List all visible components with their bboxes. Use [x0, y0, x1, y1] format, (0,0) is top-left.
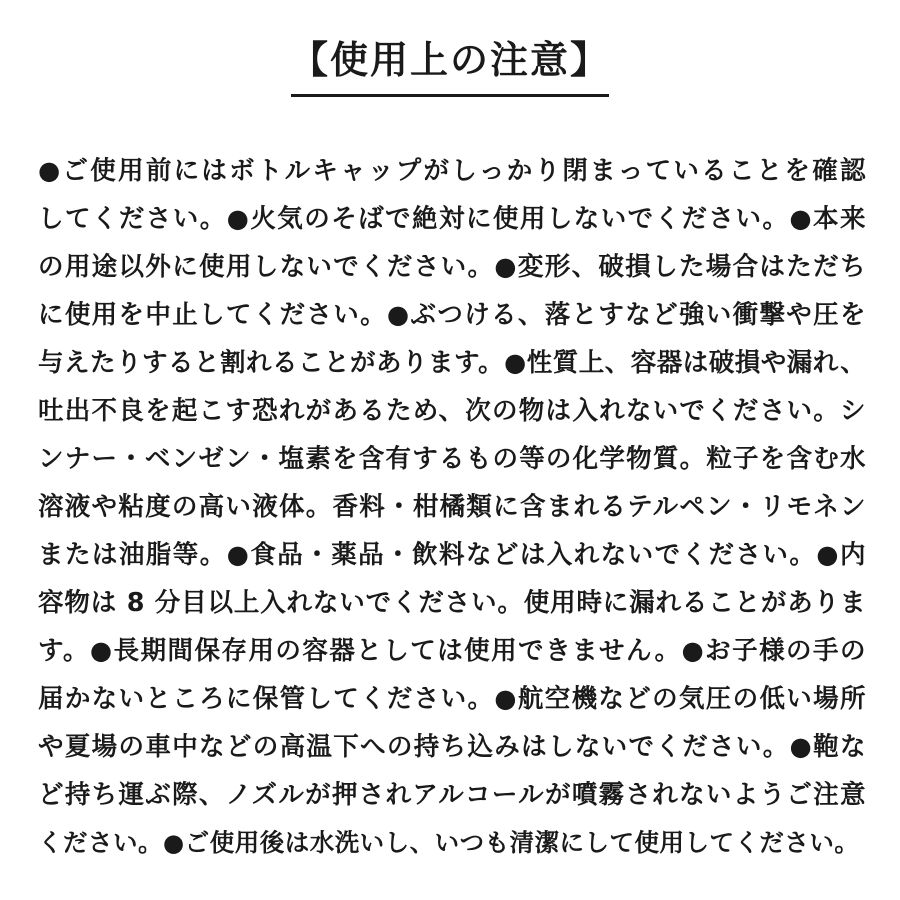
caution-line: 届かないところに保管してください。●航空機などの気圧の低い場所	[38, 684, 866, 714]
caution-line: 与えたりすると割れることがあります。●性質上、容器は破損や漏れ、	[38, 348, 867, 378]
caution-line: 容物は 8 分目以上入れないでください。使用時に漏れることがありま	[38, 588, 866, 618]
caution-line: や夏場の車中などの高温下への持ち込みはしないでください。●鞄な	[38, 732, 866, 762]
caution-line: ど持ち運ぶ際、ノズルが押されアルコールが噴霧されないようご注意	[38, 780, 866, 810]
caution-line: ください。●ご使用後は水洗いし、いつも清潔にして使用してください。	[38, 828, 860, 857]
caution-line: の用途以外に使用しないでください。●変形、破損した場合はただち	[38, 252, 866, 282]
caution-text	[38, 147, 866, 867]
caution-line: に使用を中止してください。●ぶつける、落とすなど強い衝撃や圧を	[38, 300, 866, 330]
page-title: 【使用上の注意】	[289, 38, 610, 82]
title-underline	[291, 94, 609, 97]
caution-line: 溶液や粘度の高い液体。香料・柑橘類に含まれるテルペン・リモネン	[38, 492, 866, 522]
caution-line: 吐出不良を起こす恐れがあるため、次の物は入れないでください。シ	[38, 396, 866, 426]
caution-line: ●ご使用前にはボトルキャップがしっかり閉まっていることを確認	[38, 156, 866, 186]
caution-line: または油脂等。●食品・薬品・飲料などは入れないでください。●内	[38, 540, 866, 570]
title-container	[0, 30, 900, 90]
caution-line: す。●長期間保存用の容器としては使用できません。●お子様の手の	[38, 636, 866, 666]
caution-line: ンナー・ベンゼン・塩素を含有するもの等の化学物質。粒子を含む水	[38, 444, 866, 474]
caution-line: してください。●火気のそばで絶対に使用しないでください。●本来	[38, 204, 866, 234]
